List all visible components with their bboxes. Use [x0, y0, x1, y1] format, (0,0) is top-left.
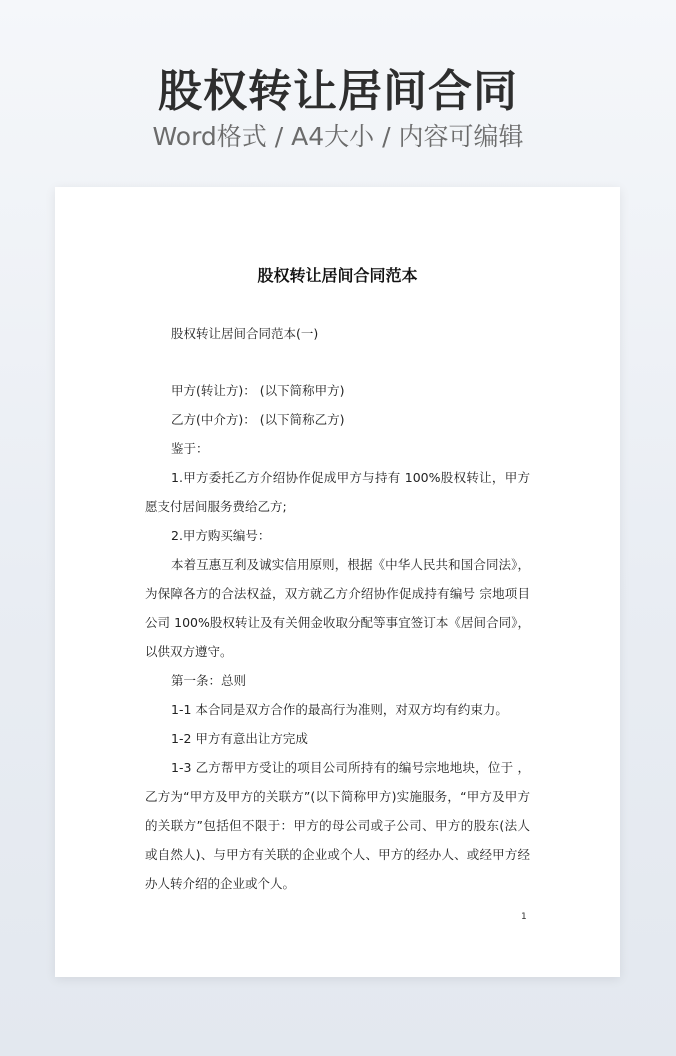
paragraph-clause-1-2: 1-2 甲方有意出让方完成 [171, 731, 308, 746]
document-page [55, 187, 620, 977]
paragraph-principle: 本着互惠互利及诚实信用原则，根据《中华人民共和国合同法》，为保障各方的合法权益，双方就乙方介绍协作促成持有编号 宗地项目公司 100%股权转让及有关佣金收取分配等事宜签订本《居间合同》，以供双方遵守。 [145, 557, 530, 659]
document-body [145, 319, 530, 898]
paragraph-item-1: 1.甲方委托乙方介绍协作促成甲方与持有 100%股权转让，甲方愿支付居间服务费给乙方; [145, 470, 530, 514]
paragraph-article-1: 第一条：总则 [171, 673, 247, 688]
paragraph-subtitle: 股权转让居间合同范本(一) [171, 326, 319, 341]
banner-subtitle: Word格式 / A4大小 / 内容可编辑 [152, 122, 524, 151]
document-title: 股权转让居间合同范本 [257, 266, 418, 285]
page-number: 1 [521, 912, 527, 922]
paragraph-party-a: 甲方(转让方)： (以下简称甲方) [171, 383, 345, 398]
paragraph-item-2: 2.甲方购买编号： [171, 528, 271, 543]
paragraph-party-b: 乙方(中介方)： (以下简称乙方) [171, 412, 345, 427]
paragraph-whereas: 鉴于： [171, 441, 209, 456]
banner-title: 股权转让居间合同 [158, 66, 518, 117]
paragraph-clause-1-3: 1-3 乙方帮甲方受让的项目公司所持有的编号宗地地块，位于 ，乙方为“甲方及甲方的关联方”(以下简称甲方)实施服务，“甲方及甲方的关联方”包括但不限于：甲方的母公司或子公司、甲方的股东(法人或自然人)、与甲方有关联的企业或个人、甲方的经办人、或经甲方经办人转介绍的企业或个人。 [145, 760, 530, 891]
blank-line [145, 348, 530, 376]
paragraph-clause-1-1: 1-1 本合同是双方合作的最高行为准则，对双方均有约束力。 [171, 702, 508, 717]
